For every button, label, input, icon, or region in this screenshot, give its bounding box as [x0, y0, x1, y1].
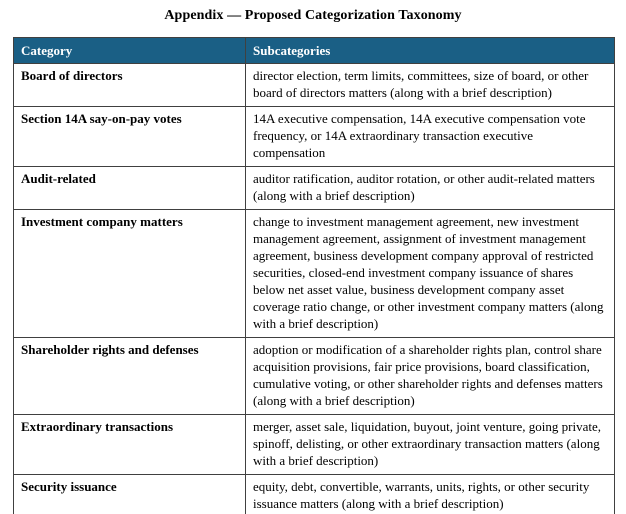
category-cell: Audit-related [14, 167, 246, 210]
table-row [14, 475, 615, 514]
subcategories-cell: auditor ratification, auditor rotation, or other audit-related matters (along with a brief description) [246, 167, 615, 210]
taxonomy-table [13, 37, 615, 514]
subcategories-cell: equity, debt, convertible, warrants, units, rights, or other security issuance matters (along with a brief description) [246, 475, 615, 514]
table-row [14, 64, 615, 107]
category-cell: Shareholder rights and defenses [14, 338, 246, 415]
subcategories-cell: merger, asset sale, liquidation, buyout, joint venture, going private, spinoff, delisting, or other extraordinary transaction matters (along with a brief description) [246, 415, 615, 475]
column-header-category: Category [14, 38, 246, 64]
category-cell: Section 14A say-on-pay votes [14, 107, 246, 167]
document-title: Appendix — Proposed Categorization Taxonomy [164, 8, 462, 23]
category-cell: Extraordinary transactions [14, 415, 246, 475]
subcategories-cell: adoption or modification of a shareholder rights plan, control share acquisition provisions, fair price provisions, board classification, cumulative voting, or other shareholder rights and defenses matters (along with a brief description) [246, 338, 615, 415]
category-cell: Security issuance [14, 475, 246, 514]
table-row [14, 415, 615, 475]
category-cell: Investment company matters [14, 210, 246, 338]
subcategories-cell: 14A executive compensation, 14A executive compensation vote frequency, or 14A extraordinary transaction executive compensation [246, 107, 615, 167]
subcategories-cell: director election, term limits, committees, size of board, or other board of directors matters (along with a brief description) [246, 64, 615, 107]
category-cell: Board of directors [14, 64, 246, 107]
subcategories-cell: change to investment management agreement, new investment management agreement, assignment of investment management agreement, business development company approval of restricted securities, closed-end investment company issuance of shares below net asset value, business development company asset coverage ratio change, or other investment company matters (along with a brief description) [246, 210, 615, 338]
table-row [14, 167, 615, 210]
column-header-subcategories: Subcategories [246, 38, 615, 64]
header-row [14, 38, 615, 64]
table-row [14, 338, 615, 415]
table-row [14, 210, 615, 338]
table-row [14, 107, 615, 167]
